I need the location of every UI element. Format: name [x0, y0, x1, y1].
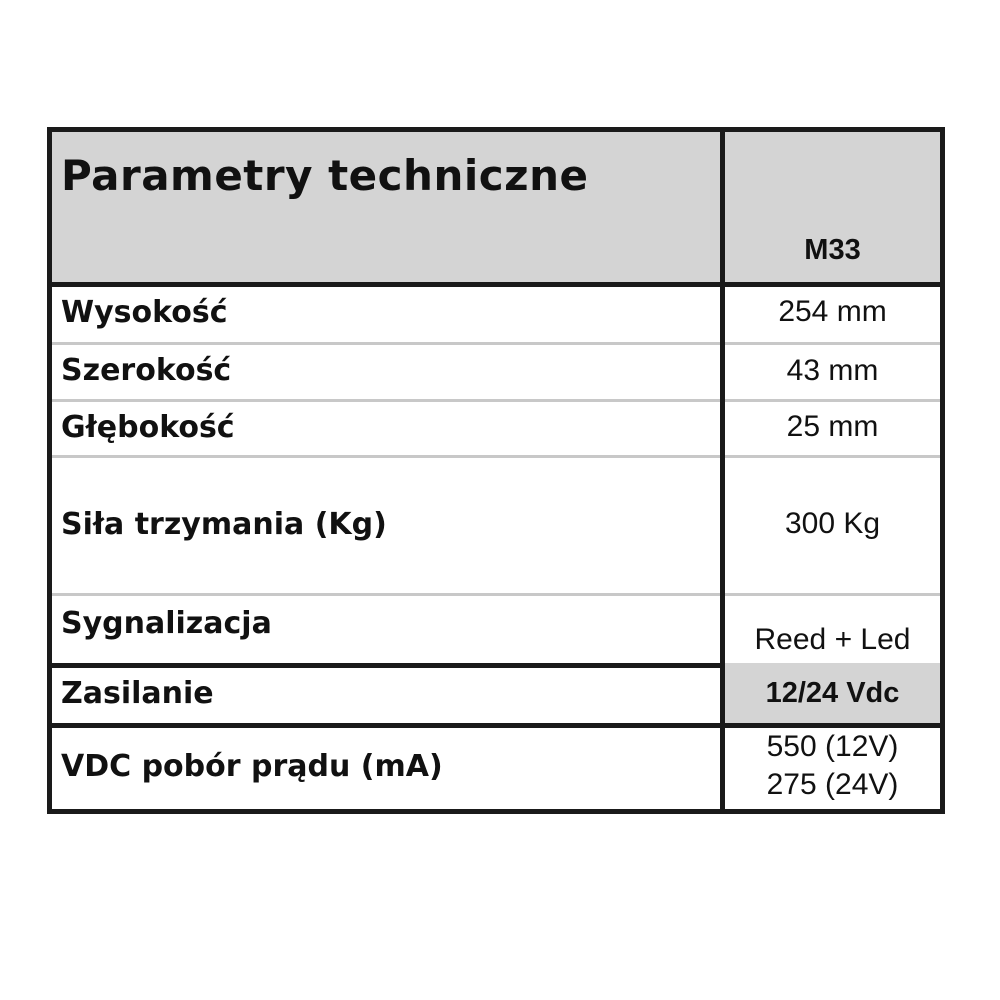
table-row: [52, 399, 940, 458]
row-value: 12/24 Vdc: [720, 663, 940, 723]
table-row: [52, 723, 940, 809]
current-12v: 550 (12V): [766, 730, 899, 763]
current-24v: 275 (24V): [766, 768, 899, 801]
row-label: Zasilanie: [61, 675, 214, 711]
row-label: Głębokość: [61, 409, 235, 445]
table-row: [52, 593, 940, 668]
row-label: Sygnalizacja: [61, 606, 272, 641]
model-row: [52, 218, 940, 287]
title-right-cell: [720, 132, 940, 218]
row-label: Wysokość: [61, 294, 228, 330]
row-value: 254 mm: [720, 282, 940, 342]
spec-table: [47, 127, 945, 814]
row-value: [720, 723, 940, 809]
row-label: Siła trzymania (Kg): [61, 506, 387, 542]
table-row: [52, 455, 940, 596]
model-left-cell: [52, 218, 720, 282]
title-row: [52, 132, 940, 223]
table-row: [52, 342, 940, 402]
table-row: [52, 663, 940, 728]
table-title: Parametry techniczne: [61, 150, 589, 200]
table-row: [52, 282, 940, 345]
row-label: Szerokość: [61, 353, 232, 388]
row-value: 25 mm: [720, 399, 940, 455]
model-name: M33: [720, 218, 940, 282]
row-value: 43 mm: [720, 342, 940, 399]
row-label: VDC pobór prądu (mA): [61, 748, 443, 784]
row-value: 300 Kg: [720, 455, 940, 593]
row-value: Reed + Led: [720, 593, 940, 663]
